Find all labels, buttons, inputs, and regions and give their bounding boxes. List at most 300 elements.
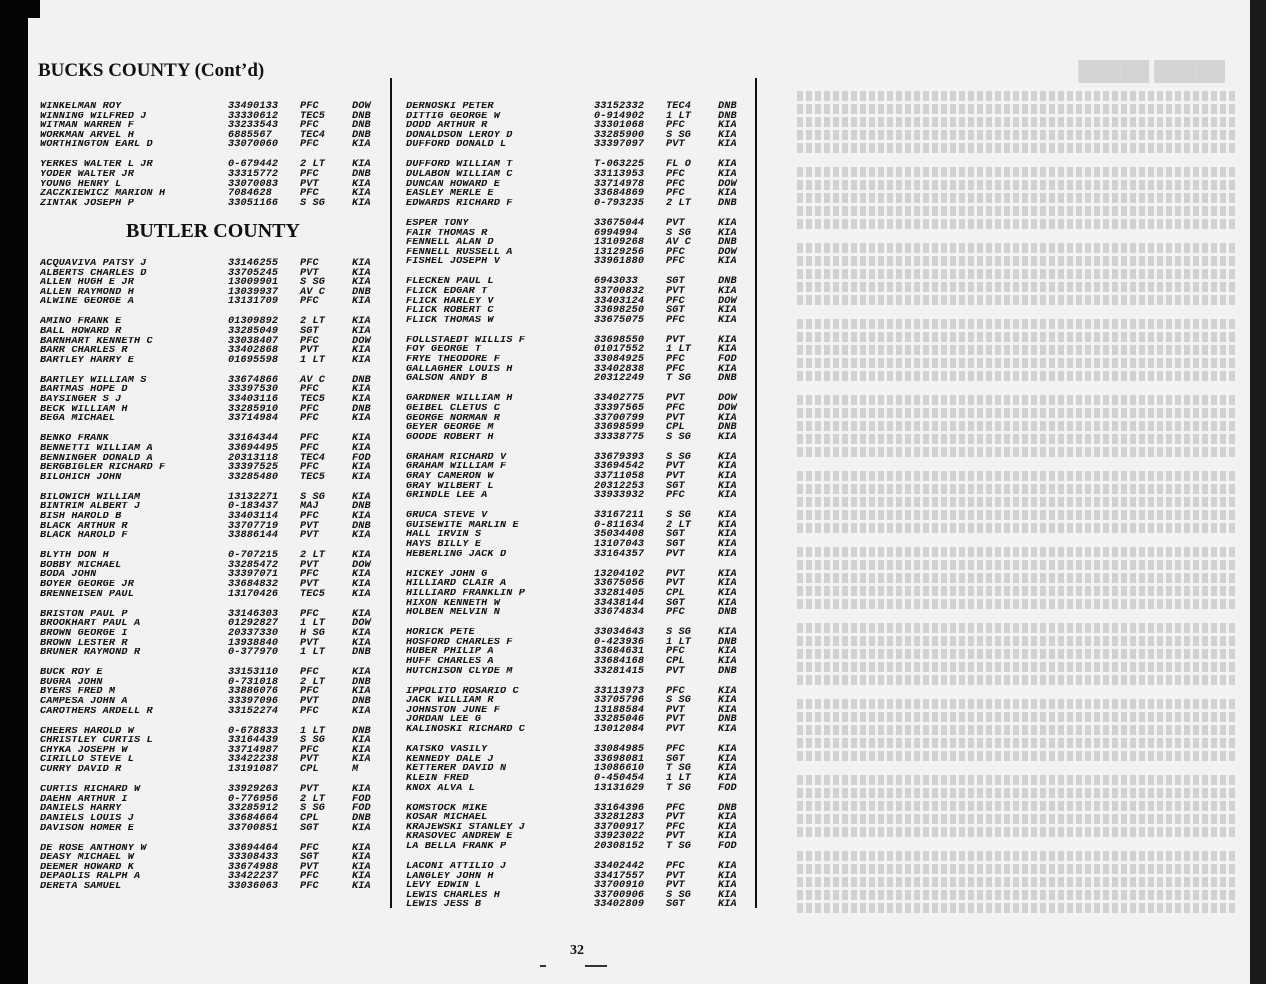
serial-number: 01309892 xyxy=(228,316,279,328)
status: DNB xyxy=(352,403,371,415)
roster-row xyxy=(406,433,751,443)
rank: PVT xyxy=(666,665,685,677)
status: DNB xyxy=(718,197,737,209)
roster-row xyxy=(406,248,751,258)
rank: PVT xyxy=(666,393,685,405)
soldier-name: CHYKA JOSEPH W xyxy=(40,745,128,756)
rank: PFC xyxy=(666,169,685,181)
status: FOD xyxy=(352,803,371,815)
status: KIA xyxy=(352,842,371,854)
status: DNB xyxy=(718,373,737,385)
scan-border-top xyxy=(0,0,40,18)
soldier-name: DE ROSE ANTHONY W xyxy=(40,843,147,854)
roster-row xyxy=(406,823,751,833)
status: DOW xyxy=(718,178,737,190)
rank: 1 LT xyxy=(300,354,326,366)
serial-number: 33694542 xyxy=(594,461,645,473)
soldier-name: BROOKHART PAUL A xyxy=(40,619,141,629)
roster-row xyxy=(40,678,385,688)
serial-number: 33700917 xyxy=(594,821,645,833)
rank: 2 LT xyxy=(300,316,326,328)
status: FOD xyxy=(718,841,737,852)
status: DNB xyxy=(352,647,371,659)
rank: S SG xyxy=(300,803,326,815)
rank: SGT xyxy=(666,305,685,317)
roster-row xyxy=(406,745,751,755)
status: KIA xyxy=(718,724,737,736)
status: KIA xyxy=(352,686,371,698)
roster-row xyxy=(406,530,751,540)
ghost-line xyxy=(795,877,1235,887)
roster-row xyxy=(40,853,385,863)
rank: PFC xyxy=(666,188,685,200)
soldier-name: GRINDLE LEE A xyxy=(406,491,488,501)
serial-number: 33034643 xyxy=(594,627,645,639)
roster-row xyxy=(406,521,751,531)
serial-number: 0-811634 xyxy=(594,519,645,531)
soldier-name: BLYTH DON H xyxy=(40,551,109,561)
rank: PFC xyxy=(300,413,319,425)
status: KIA xyxy=(352,784,371,796)
rank: PVT xyxy=(300,559,319,571)
serial-number: 33402809 xyxy=(594,899,645,911)
soldier-name: FENNELL RUSSELL A xyxy=(406,247,513,258)
soldier-name: GEIBEL CLETUS C xyxy=(406,403,500,414)
rank: TEC5 xyxy=(300,110,326,122)
roster-row xyxy=(406,657,751,667)
roster-group xyxy=(40,551,385,599)
roster-group xyxy=(406,745,751,793)
status: KIA xyxy=(352,384,371,396)
ghost-line xyxy=(795,636,1235,646)
roster-group xyxy=(40,844,385,892)
serial-number: 13191087 xyxy=(228,764,279,776)
roster-row xyxy=(406,511,751,521)
serial-number: 13131709 xyxy=(228,296,279,308)
roster-group xyxy=(406,570,751,618)
roster-group xyxy=(40,434,385,482)
rank: PFC xyxy=(666,646,685,658)
serial-number: 33285046 xyxy=(594,714,645,726)
serial-number: 33698599 xyxy=(594,422,645,434)
soldier-name: GEORGE NORMAN R xyxy=(406,413,500,424)
rank: PFC xyxy=(666,178,685,190)
status: KIA xyxy=(718,812,737,824)
status: FOD xyxy=(352,793,371,805)
serial-number: 33402868 xyxy=(228,345,279,357)
soldier-name: DUFFORD DONALD L xyxy=(406,140,507,150)
roster-row xyxy=(40,512,385,522)
roster-row xyxy=(406,540,751,550)
status: KIA xyxy=(352,462,371,474)
roster-row xyxy=(40,199,385,209)
serial-number: 0-183437 xyxy=(228,501,279,513)
rank: PVT xyxy=(666,812,685,824)
roster-row xyxy=(406,229,751,239)
status: KIA xyxy=(352,530,371,542)
roster-row xyxy=(40,814,385,824)
serial-number: 33285912 xyxy=(228,803,279,815)
status: KIA xyxy=(718,431,737,443)
serial-number: 33301068 xyxy=(594,120,645,132)
ghost-line xyxy=(795,699,1235,709)
serial-number: 33417557 xyxy=(594,870,645,882)
ghost-line xyxy=(795,332,1235,342)
roster-row xyxy=(406,365,751,375)
roster-row xyxy=(406,862,751,872)
ghost-line xyxy=(795,484,1235,494)
status: KIA xyxy=(718,772,737,784)
ghost-line xyxy=(795,586,1235,596)
status: KIA xyxy=(718,490,737,502)
soldier-name: ZINTAK JOSEPH P xyxy=(40,198,134,209)
rank: PVT xyxy=(300,267,319,279)
status: KIA xyxy=(352,744,371,756)
soldier-name: DULABON WILLIAM C xyxy=(406,170,513,180)
status: KIA xyxy=(352,754,371,766)
ghost-line xyxy=(795,547,1235,557)
roster-row xyxy=(406,238,751,248)
ghost-line xyxy=(795,282,1235,292)
soldier-name: WORTHINGTON EARL D xyxy=(40,140,153,150)
serial-number: 33684168 xyxy=(594,656,645,667)
soldier-name: FENNELL ALAN D xyxy=(406,238,494,248)
soldier-name: FLICK HARLEY V xyxy=(406,296,494,307)
soldier-name: EDWARDS RICHARD F xyxy=(406,198,513,209)
roster-row xyxy=(40,639,385,649)
status: DNB xyxy=(718,237,737,249)
soldier-name: HOLBEN MELVIN N xyxy=(406,608,500,618)
status: KIA xyxy=(718,159,737,171)
roster-group xyxy=(406,277,751,325)
soldier-name: ALWINE GEORGE A xyxy=(40,297,134,307)
serial-number: 13039937 xyxy=(228,286,279,298)
rank: SGT xyxy=(666,753,685,765)
roster-group xyxy=(40,317,385,365)
status: DNB xyxy=(352,501,371,513)
roster-group xyxy=(40,610,385,658)
status: KIA xyxy=(352,345,371,357)
roster-row xyxy=(406,297,751,307)
roster-row xyxy=(406,842,751,852)
soldier-name: BAYSINGER S J xyxy=(40,395,122,405)
soldier-name: GRUCA STEVE V xyxy=(406,511,488,521)
ghost-line xyxy=(795,269,1235,279)
column-divider-right xyxy=(755,78,757,908)
roster-row xyxy=(40,170,385,180)
roster-row xyxy=(406,813,751,823)
serial-number: 33152274 xyxy=(228,705,279,717)
rank: AV C xyxy=(300,286,326,298)
soldier-name: KENNEDY DALE J xyxy=(406,754,494,765)
serial-number: 33285900 xyxy=(594,129,645,141)
roster-row xyxy=(406,277,751,287)
rank: PFC xyxy=(300,686,319,698)
roster-row xyxy=(406,306,751,316)
ghost-line xyxy=(795,319,1235,329)
soldier-name: BARTMAS HOPE D xyxy=(40,385,128,396)
serial-number: 33694464 xyxy=(228,842,279,854)
soldier-name: HIXON KENNETH W xyxy=(406,598,500,609)
soldier-name: BYERS FRED M xyxy=(40,687,116,697)
serial-number: 33167211 xyxy=(594,510,645,522)
serial-number: 33070083 xyxy=(228,178,279,190)
soldier-name: BUGRA JOHN xyxy=(40,677,103,688)
serial-number: 33714987 xyxy=(228,744,279,756)
status: KIA xyxy=(352,442,371,454)
roster-row xyxy=(406,764,751,774)
rank: PVT xyxy=(300,637,319,649)
status: DNB xyxy=(718,110,737,122)
roster-row xyxy=(40,405,385,415)
status: KIA xyxy=(718,451,737,463)
serial-number: 33961880 xyxy=(594,256,645,268)
soldier-name: LANGLEY JOHN H xyxy=(406,871,494,882)
rank: 1 LT xyxy=(666,344,692,356)
status: KIA xyxy=(352,667,371,679)
status: KIA xyxy=(718,889,737,901)
serial-number: 01695598 xyxy=(228,354,279,366)
roster-row xyxy=(40,346,385,356)
rank: PVT xyxy=(300,861,319,873)
soldier-name: CAROTHERS ARDELL R xyxy=(40,706,153,717)
status: KIA xyxy=(718,188,737,200)
serial-number: 33438144 xyxy=(594,597,645,609)
soldier-name: BEGA MICHAEL xyxy=(40,414,116,424)
roster-column-right xyxy=(406,102,751,921)
rank: PVT xyxy=(666,568,685,580)
rank: TEC5 xyxy=(300,471,326,483)
status: KIA xyxy=(352,871,371,883)
rank: PVT xyxy=(666,471,685,482)
soldier-name: BLACK ARTHUR R xyxy=(40,521,128,532)
soldier-name: FLICK ROBERT C xyxy=(406,306,494,316)
rank: SGT xyxy=(666,480,685,492)
soldier-name: KRAJEWSKI STANLEY J xyxy=(406,822,526,833)
status: KIA xyxy=(352,178,371,190)
serial-number: 33674834 xyxy=(594,607,645,619)
status: KIA xyxy=(718,412,737,424)
roster-group xyxy=(406,102,751,150)
rank: PFC xyxy=(666,246,685,258)
status: DNB xyxy=(352,725,371,737)
rank: PVT xyxy=(666,461,685,473)
rank: SGT xyxy=(666,899,685,911)
ghost-line xyxy=(795,903,1235,913)
soldier-name: BILOWICH WILLIAM xyxy=(40,492,141,503)
roster-row xyxy=(406,472,751,482)
soldier-name: GRAHAM RICHARD V xyxy=(406,452,507,463)
roster-row xyxy=(40,473,385,483)
ghost-line xyxy=(795,295,1235,305)
serial-number: 33675056 xyxy=(594,578,645,590)
ghost-line xyxy=(795,662,1235,672)
roster-row xyxy=(406,715,751,725)
serial-number: 33397071 xyxy=(228,569,279,581)
soldier-name: GOODE ROBERT H xyxy=(406,432,494,443)
ghost-line xyxy=(795,827,1235,837)
rank: PVT xyxy=(666,724,685,736)
serial-number: 0-707215 xyxy=(228,550,279,562)
roster-row xyxy=(40,551,385,561)
rank: 2 LT xyxy=(300,550,326,562)
soldier-name: HICKEY JOHN G xyxy=(406,569,488,580)
serial-number: 33490133 xyxy=(228,101,279,112)
ghost-line xyxy=(795,421,1235,431)
serial-number: 33164357 xyxy=(594,548,645,560)
roster-row xyxy=(40,160,385,170)
ghost-line xyxy=(795,395,1235,405)
serial-number: 33714984 xyxy=(228,413,279,425)
soldier-name: YODER WALTER JR xyxy=(40,170,134,180)
serial-number: 33403114 xyxy=(228,511,279,522)
soldier-name: CURTIS RICHARD W xyxy=(40,785,141,795)
ghost-line xyxy=(795,130,1235,140)
roster-row xyxy=(40,727,385,737)
status: KIA xyxy=(718,899,737,911)
soldier-name: FOY GEORGE T xyxy=(406,345,482,356)
status: DNB xyxy=(352,676,371,688)
soldier-name: BROWN GEORGE I xyxy=(40,628,128,639)
status: KIA xyxy=(718,256,737,268)
rank: TEC4 xyxy=(666,101,692,112)
rank: AV C xyxy=(666,237,692,249)
rank: PFC xyxy=(300,433,319,445)
rank: CPL xyxy=(666,422,685,434)
soldier-name: KLEIN FRED xyxy=(406,773,469,784)
roster-row xyxy=(406,599,751,609)
roster-group xyxy=(40,259,385,307)
status: KIA xyxy=(352,257,371,269)
serial-number: 33700832 xyxy=(594,286,645,297)
roster-row xyxy=(40,454,385,464)
ghost-line xyxy=(795,91,1235,101)
serial-number: 33315772 xyxy=(228,169,279,181)
rank: PVT xyxy=(666,578,685,590)
status: DOW xyxy=(718,295,737,307)
roster-row xyxy=(40,795,385,805)
ghost-line xyxy=(795,193,1235,203)
serial-number: 13170426 xyxy=(228,588,279,600)
status: KIA xyxy=(352,354,371,366)
status: FOD xyxy=(718,354,737,366)
ghost-line xyxy=(795,358,1235,368)
roster-row xyxy=(40,531,385,541)
rank: PFC xyxy=(300,139,319,151)
ghost-line xyxy=(795,725,1235,735)
soldier-name: BODA JOHN xyxy=(40,570,97,581)
serial-number: 33700799 xyxy=(594,412,645,424)
roster-row xyxy=(40,444,385,454)
status: FOD xyxy=(352,452,371,464)
status: KIA xyxy=(718,831,737,843)
serial-number: 33308433 xyxy=(228,852,279,864)
rank: PVT xyxy=(300,754,319,766)
status: DOW xyxy=(718,393,737,405)
ghost-line xyxy=(795,345,1235,355)
soldier-name: DONALDSON LEROY D xyxy=(406,130,513,141)
rank: PVT xyxy=(666,548,685,560)
ghost-line xyxy=(795,788,1235,798)
soldier-name: CURRY DAVID R xyxy=(40,765,122,775)
soldier-name: JACK WILLIAM R xyxy=(406,696,494,706)
soldier-name: HORICK PETE xyxy=(406,628,475,638)
status: KIA xyxy=(718,685,737,697)
rank: SGT xyxy=(300,822,319,834)
rank: S SG xyxy=(666,451,692,463)
rank: PFC xyxy=(666,821,685,833)
status: KIA xyxy=(352,394,371,406)
status: KIA xyxy=(718,461,737,473)
roster-row xyxy=(40,522,385,532)
soldier-name: HILLIARD FRANKLIN P xyxy=(406,588,526,599)
serial-number: 33113973 xyxy=(594,685,645,697)
soldier-name: GRAY WILBERT L xyxy=(406,481,494,492)
roster-row xyxy=(406,355,751,365)
rank: PFC xyxy=(300,569,319,581)
serial-number: 33705245 xyxy=(228,267,279,279)
rank: PFC xyxy=(300,188,319,200)
ghost-line xyxy=(795,143,1235,153)
soldier-name: HILLIARD CLAIR A xyxy=(406,579,507,589)
roster-row xyxy=(40,668,385,678)
soldier-name: DEASY MICHAEL W xyxy=(40,853,134,863)
serial-number: 33679393 xyxy=(594,451,645,463)
status: KIA xyxy=(352,316,371,328)
ghost-line xyxy=(795,712,1235,722)
rank: TEC5 xyxy=(300,588,326,600)
serial-number: 33038407 xyxy=(228,335,279,347)
serial-number: 0-793235 xyxy=(594,197,645,209)
soldier-name: GARDNER WILLIAM H xyxy=(406,394,513,404)
serial-number: T-063225 xyxy=(594,159,645,171)
soldier-name: DEPAOLIS RALPH A xyxy=(40,872,141,882)
roster-row xyxy=(40,337,385,347)
status: KIA xyxy=(718,363,737,375)
status: KIA xyxy=(352,735,371,747)
roster-group xyxy=(406,628,751,676)
status: KIA xyxy=(718,704,737,716)
serial-number: 35034408 xyxy=(594,529,645,541)
roster-row xyxy=(40,648,385,658)
soldier-name: WINNING WILFRED J xyxy=(40,111,147,122)
serial-number: 20337330 xyxy=(228,627,279,639)
status: DNB xyxy=(352,286,371,298)
roster-row xyxy=(406,112,751,122)
butler-county-title: BUTLER COUNTY xyxy=(126,220,300,242)
rank: PFC xyxy=(666,490,685,502)
serial-number: 20312253 xyxy=(594,480,645,492)
soldier-name: FLICK THOMAS W xyxy=(406,315,494,326)
roster-row xyxy=(40,824,385,834)
serial-number: 33084985 xyxy=(594,744,645,756)
status: DNB xyxy=(352,374,371,386)
roster-row xyxy=(406,102,751,112)
serial-number: 33402838 xyxy=(594,363,645,375)
ghost-line xyxy=(795,167,1235,177)
status: DNB xyxy=(718,802,737,814)
soldier-name: DITTIG GEORGE W xyxy=(406,111,500,122)
ghost-line xyxy=(795,104,1235,114)
serial-number: 33707719 xyxy=(228,520,279,532)
soldier-name: DANIELS HARRY xyxy=(40,804,122,814)
roster-group xyxy=(40,102,385,150)
serial-number: 6994994 xyxy=(594,227,638,239)
rank: PFC xyxy=(300,442,319,454)
ghost-line xyxy=(795,219,1235,229)
status: KIA xyxy=(718,510,737,522)
status: KIA xyxy=(718,578,737,590)
